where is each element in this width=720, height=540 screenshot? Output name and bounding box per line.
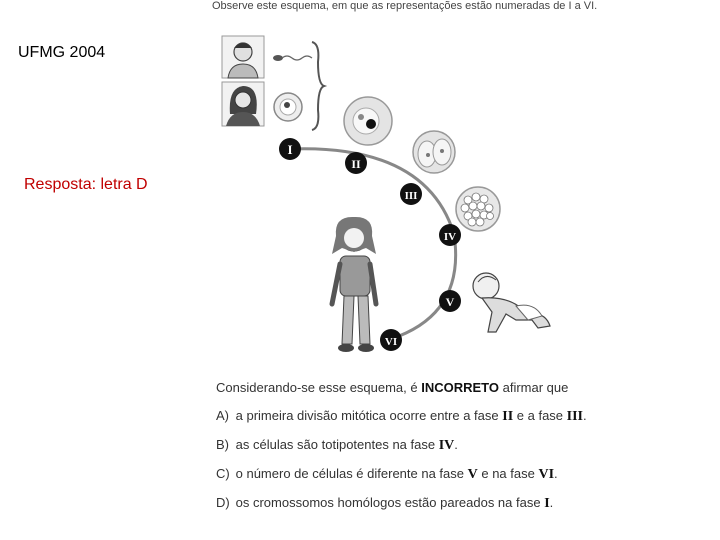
ovum-cell-icon — [274, 93, 302, 121]
figure-caption: Observe este esquema, em que as representações estão numeradas de I a VI. — [212, 0, 598, 12]
option-b: B) as células são totipotentes na fase IV. — [216, 437, 458, 453]
man-portrait-icon — [222, 36, 264, 78]
phase-label-iv: IV — [443, 231, 457, 243]
option-c: C) o número de células é diferente na fase V e na fase VI. — [216, 466, 558, 482]
life-cycle-figure — [216, 14, 566, 364]
crawling-baby-icon — [473, 273, 550, 332]
phase-marker-iv — [439, 224, 461, 246]
option-a: A) a primeira divisão mitótica ocorre entre a fase II e a fase III. — [216, 408, 587, 424]
phase-marker-ii — [345, 152, 367, 174]
two-cell-embryo-icon — [413, 131, 455, 173]
phase-label-iii: III — [404, 190, 418, 202]
phase-label-v: V — [445, 295, 455, 309]
phase-marker-v — [439, 290, 461, 312]
woman-portrait-icon — [222, 82, 264, 126]
phase-label-vi: VI — [384, 336, 398, 348]
question-stem: Considerando-se esse esquema, é INCORRETO afirmar que — [216, 380, 569, 395]
option-d: D) os cromossomos homólogos estão pareados na fase I. — [216, 495, 554, 511]
question-block — [216, 380, 706, 524]
phase-marker-vi — [380, 329, 402, 351]
phase-marker-iii — [400, 183, 422, 205]
girl-icon — [332, 217, 376, 352]
sperm-cell-icon — [273, 55, 312, 61]
morula-icon — [456, 187, 500, 231]
phase-label-i: I — [287, 142, 293, 157]
zygote-cell-icon — [344, 97, 392, 145]
incorrect-keyword: INCORRETO — [421, 380, 499, 395]
phase-marker-i — [279, 138, 301, 160]
answer-text: Resposta: letra D — [24, 176, 148, 193]
slide-title: UFMG 2004 — [18, 44, 106, 61]
phase-label-ii: II — [351, 157, 361, 171]
brace-icon — [312, 42, 324, 130]
